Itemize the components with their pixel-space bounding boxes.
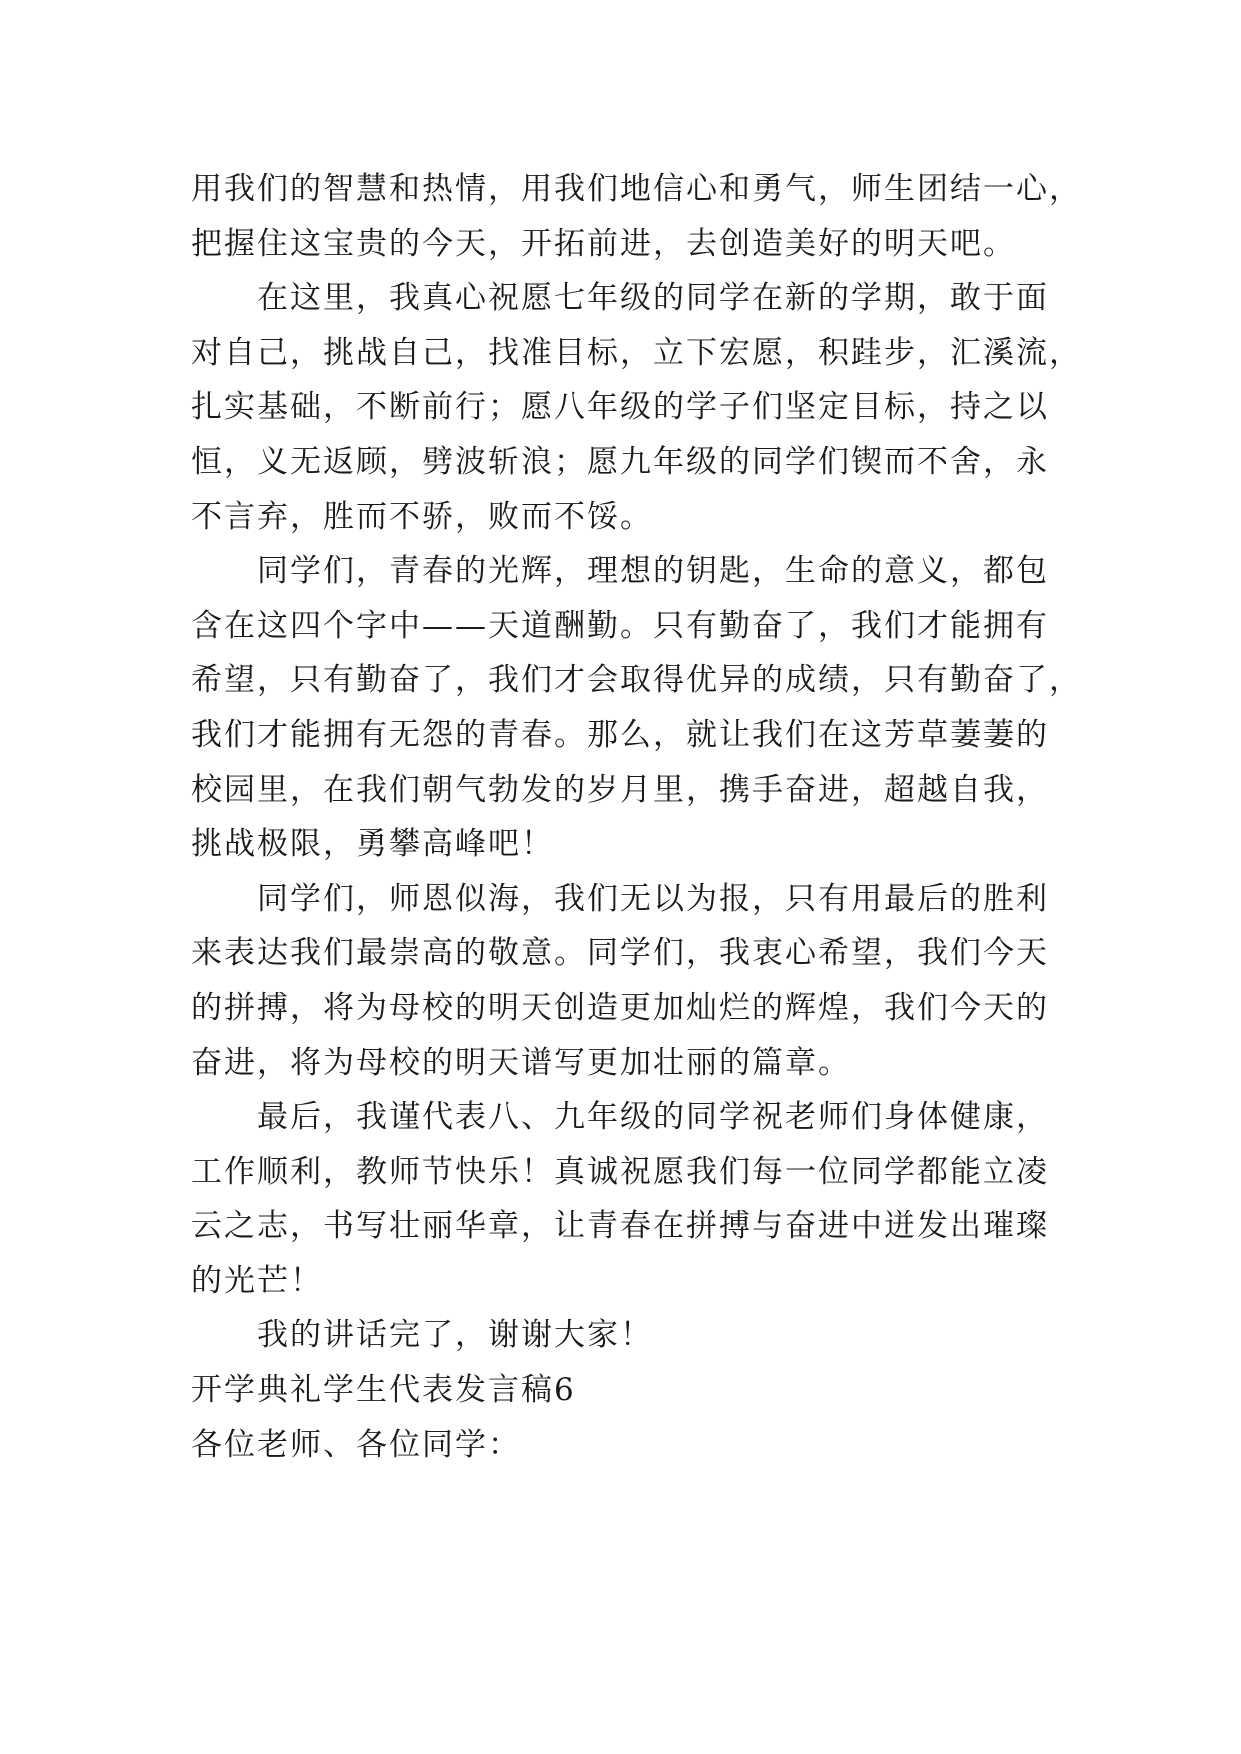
text-line: 我们才能拥有无怨的青春。那么，就让我们在这芳草萋萋的 bbox=[191, 716, 1049, 753]
text-line: 对自己，挑战自己，找准目标，立下宏愿，积跬步，汇溪流， bbox=[191, 334, 1082, 371]
text-line: 恒，义无返顾，劈波斩浪；愿九年级的同学们锲而不舍，永 bbox=[191, 443, 1049, 480]
text-line: 同学们，青春的光辉，理想的钥匙，生命的意义，都包 bbox=[257, 553, 1049, 590]
text-line: 扎实基础，不断前行；愿八年级的学子们坚定目标，持之以 bbox=[191, 389, 1049, 426]
text-line: 不言弃，胜而不骄，败而不馁。 bbox=[191, 498, 653, 535]
paragraph-gratitude bbox=[191, 872, 1051, 1090]
text-line: 校园里，在我们朝气勃发的岁月里，携手奋进，超越自我， bbox=[191, 771, 1049, 808]
paragraph-closing-call bbox=[191, 162, 1082, 271]
text-line: 最后，我谨代表八、九年级的同学祝老师们身体健康， bbox=[257, 1099, 1049, 1136]
text-line: 奋进，将为母校的明天谱写更加壮丽的篇章。 bbox=[191, 1044, 851, 1081]
salutation: 各位老师、各位同学： bbox=[191, 1426, 521, 1463]
text-line: 把握住这宝贵的今天，开拓前进，去创造美好的明天吧。 bbox=[191, 225, 1016, 262]
text-line: 同学们，师恩似海，我们无以为报，只有用最后的胜利 bbox=[257, 880, 1049, 917]
text-line: 云之志，书写壮丽华章，让青春在拼搏与奋进中迸发出璀璨 bbox=[191, 1208, 1049, 1245]
document-body bbox=[191, 162, 1082, 1472]
text-line: 在这里，我真心祝愿七年级的同学在新的学期，敢于面 bbox=[257, 280, 1049, 317]
paragraph-thanks bbox=[191, 1308, 1051, 1363]
text-line: 希望，只有勤奋了，我们才会取得优异的成绩，只有勤奋了， bbox=[191, 662, 1082, 699]
text-line: 的光芒！ bbox=[191, 1262, 323, 1299]
text-line: 的拼搏，将为母校的明天创造更加灿烂的辉煌，我们今天的 bbox=[191, 989, 1049, 1026]
text-line: 用我们的智慧和热情，用我们地信心和勇气，师生团结一心， bbox=[191, 171, 1082, 207]
text-line: 挑战极限，勇攀高峰吧！ bbox=[191, 826, 554, 863]
paragraph-final-wishes bbox=[191, 1090, 1051, 1308]
paragraph-grade-wishes bbox=[191, 271, 1082, 544]
text-line: 来表达我们最崇高的敬意。同学们，我衷心希望，我们今天 bbox=[191, 935, 1049, 972]
text-line: 含在这四个字中——天道酬勤。只有勤奋了，我们才能拥有 bbox=[191, 607, 1049, 644]
paragraph-diligence bbox=[191, 544, 1082, 872]
section-heading: 开学典礼学生代表发言稿6 bbox=[191, 1372, 576, 1409]
text-line: 工作顺利，教师节快乐！真诚祝愿我们每一位同学都能立凌 bbox=[191, 1153, 1049, 1190]
text-line: 我的讲话完了，谢谢大家！ bbox=[257, 1317, 653, 1354]
